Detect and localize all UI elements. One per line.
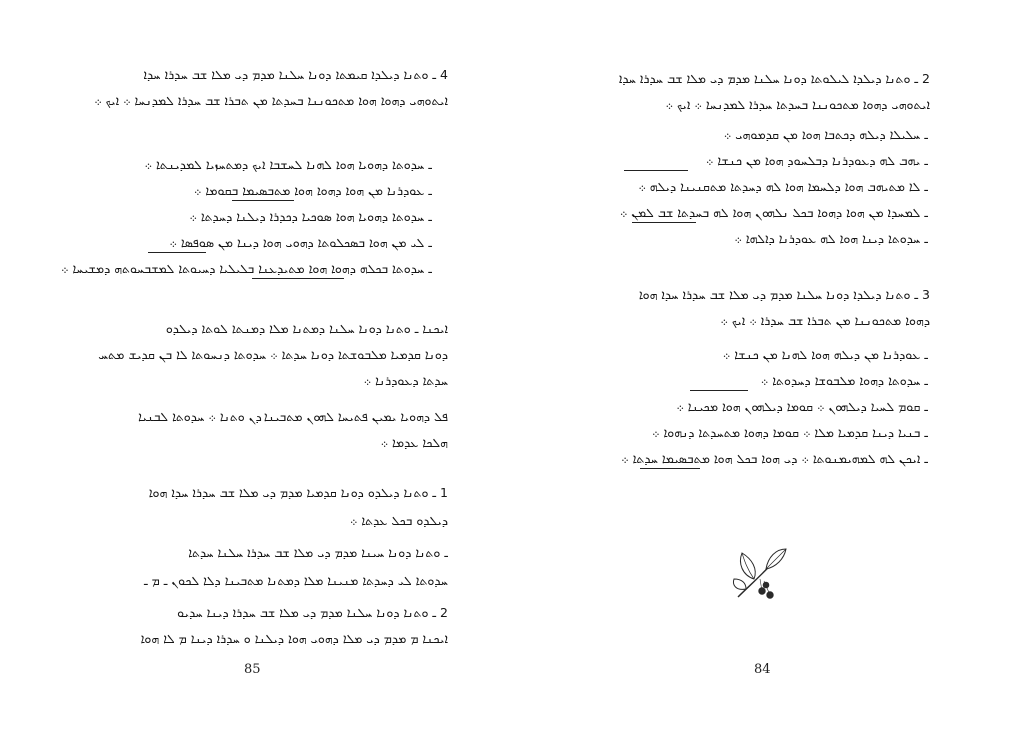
- text-line: 3 ـ ܘܬܢܐ ܕܝܠܕܐ ܕܘܢܐ ܚܠܢܐ ܡܕܡ ܕܝ ܡܠܐ ܫܒ ܚܕܪܐ ܚܕܐ ܗܘܐ: [638, 287, 930, 302]
- list-item: ـ ܠܝ ܡܢ ܗܘܐ ܒܣܟܠܘܬܐ ܕܗܘܝ ܗܘܐ ܕܝܢܐ ܡܢ ܣܘܦܣܐ ܀: [169, 235, 432, 250]
- page-number: 85: [244, 662, 261, 677]
- list-item: ـ ܥܘܕܪܢܐ ܡܢ ܕܝܠܗ ܗܘܐ ܠܗܢܐ ܡܢ ܟܢܫܐ ܀: [722, 347, 928, 362]
- underline: [690, 390, 748, 391]
- list-item: ـ ܚܕܘܬܐ ܕܗܘܐ ܡܠܒܘܫܐ ܕܚܕܘܬܐ ܀: [760, 373, 928, 388]
- text-line: ܚܕܬܐ ܕܥܘܕܪܢܐ ܀: [363, 373, 448, 388]
- list-item: ـ ܚܕܘܬܐ ܕܗܘܝܐ ܗܘܐ ܣܘܟܝܐ ܕܟܕܪܐ ܕܝܠܢܐ ܕܚܕܬܐ ܀: [189, 209, 432, 224]
- text-line: ܐܝܟܢܐ ـ ܘܬܢܐ ܕܘܢܐ ܚܠܢܐ ܕܡܬܢܐ ܡܠܐ ܕܡܢܬܐ ܠܘܬܐ ܕܝܠܕܘ: [165, 321, 448, 336]
- list-item: ـ ܐܝܟܢ ܠܗ ܠܡܗܝܡܢܘܬܐ ܀ ܕܝ ܗܘܐ ܒܟܠ ܗܘܐ ܡܬܒܣܝܡܐ ܚܕܬܐ ܀: [621, 451, 928, 466]
- list-item: ـ ܝܗܒ ܠܗ ܕܥܘܕܪܢܐ ܕܒܠܚܘܕ ܗܘܐ ܡܢ ܟܢܫܐ ܀: [705, 153, 928, 168]
- text-line: 2 ـ ܘܬܢܐ ܕܝܠܕܐ ܠܝܠܘܬܐ ܕܘܢܐ ܚܠܢܐ ܡܕܡ ܕܝ ܡܠܐ ܫܒ ܚܕܪܐ ܚܕܐ: [618, 71, 930, 86]
- list-item: ـ ܒܢܝܐ ܕܝܢܐ ܩܕܡܝܐ ܡܠܐ ܀ ܩܘܡܐ ܕܗܘܐ ܡܬܚܕܬܐ ܕܢܗܘܐ ܀: [652, 425, 928, 440]
- list-item: ـ ܩܘܡ ܠܚܝܐ ܕܝܠܗܘܢ ܀ ܩܘܡܐ ܕܝܠܗܘܢ ܗܘܐ ܡܟܝܢܐ ܀: [676, 399, 928, 414]
- text-line: ܐܝܬܘܗܝ ܕܗܘܐ ܗܘܐ ܡܬܟܘܢܢܐ ܒܚܕܬܐ ܡܢ ܬܒܪܐ ܫܒ ܚܕܪܐ ܠܡܕܢܚܐ ܀ ܐܝܟ ܀: [94, 93, 448, 108]
- text-line: 4 ـ ܘܬܢܐ ܕܝܠܕܐ ܩܝܡܬܐ ܕܘܢܐ ܚܠܢܐ ܡܕܡ ܕܝ ܡܠܐ ܫܒ ܚܕܪܐ ܚܕܐ: [143, 67, 448, 82]
- text-line: ܕܗܘܐ ܡܬܟܘܢܢܐ ܡܢ ܬܒܪܐ ܫܒ ܚܕܪܐ ܀ ܐܝܟ ܀: [720, 313, 930, 328]
- text-line: ܚܕܘܬܐ ܠܝ ܕܚܕܬܐ ܡܢܝܢܐ ܡܠܐ ܕܡܬܢܐ ܡܬܒܝܢܐ ܕܠܐ ܠܟܘܢ ـ ܡ ـ: [144, 573, 448, 588]
- underline: [632, 222, 696, 223]
- underline: [640, 468, 700, 469]
- underline: [148, 252, 206, 253]
- text-line: ܐܝܟܢܐ ܡ ܡܕܡ ܕܝ ܡܠܐ ܕܗܘܝ ܗܘܐ ܕܝܠܢܐ ܘ ܚܕܪܐ ܕܝܢܐ ܡ ܠܐ ܗܘܐ: [140, 631, 448, 646]
- list-item: ـ ܚܠܝܠܐ ܕܝܠܗ ܕܟܬܒܐ ܗܘܐ ܡܢ ܩܕܡܘܗܝ ܀: [723, 127, 928, 142]
- underline: [252, 278, 344, 279]
- text-line: 2 ـ ܘܬܢܐ ܕܘܢܐ ܚܠܢܐ ܡܕܡ ܕܝ ܡܠܐ ܫܒ ܚܕܪܐ ܕܝܢܐ ܚܕܝܘ: [177, 605, 448, 620]
- text-line: ܐܝܬܘܗܝ ܕܗܘܐ ܡܬܟܘܢܢܐ ܒܚܕܬܐ ܚܕܪܐ ܠܡܕܢܚܐ ܀ ܐܝܟ ܀: [665, 97, 930, 112]
- right-page: [512, 0, 1024, 756]
- text-line: ܕܘܢܐ ܩܕܡܝܐ ܡܠܒܘܫܬܐ ܕܘܢܐ ܚܕܬܐ ܀ ܚܕܘܬܐ ܕܢܚܘܬܐ ܠܐ ܒܢ ܩܕܝܫ ܡܬܚ: [98, 347, 448, 362]
- list-item: ـ ܠܡܚܕܐ ܡܢ ܗܘܐ ܕܗܘܐ ܒܟܠ ܢܠܗܘܢ ܗܘܐ ܠܗ ܒܚܕܬܐ ܫܒ ܠܡܢ ܀: [619, 205, 928, 220]
- text-line: ـ ܘܬܢܐ ܕܘܢܐ ܚܝܢܐ ܡܕܡ ܕܝ ܡܠܐ ܫܒ ܚܕܪܐ ܚܠܢܐ ܚܕܬܐ: [188, 545, 448, 560]
- list-item: ـ ܠܐ ܡܬܝܗܒ ܗܘܐ ܕܠܚܡܐ ܗܘܐ ܠܗ ܕܚܕܬܐ ܡܬܩܢܝܢܐ ܕܝܠܗ ܀: [638, 179, 928, 194]
- text-line: ܦܠ ܕܗܘܝܐ ܝܡܝܢ ܦܬܝܚܐ ܠܗܘܢ ܡܬܒܝܢܐ ܕܢ ܘܬܢܐ ܀ ܚܕܘܬܐ ܠܒܢܝܐ: [138, 409, 448, 424]
- list-item: ـ ܚܕܘܬܐ ܒܟܠܗ ܕܗܘܐ ܗܘܐ ܡܬܝܕܥܢܐ ܒܠܝܠܝܐ ܕܚܝܘܬܐ ܠܡܫܒܚܘܬܗ ܕܡܫܝܚܐ ܀: [61, 261, 432, 276]
- text-line: ܗܠܟܐ ܥܕܡܐ ܀: [380, 435, 448, 450]
- text-line: 1 ـ ܘܬܢܐ ܕܝܠܕܘ ܕܘܢܐ ܩܕܡܝܐ ܡܕܡ ܕܝ ܡܠܐ ܫܒ ܚܕܪܐ ܚܕܐ ܗܘܐ: [148, 485, 448, 500]
- list-item: ـ ܚܕܘܬܐ ܕܝܢܐ ܗܘܐ ܠܗ ܥܘܕܪܢܐ ܕܐܠܗܐ ܀: [734, 231, 928, 246]
- page-number: 84: [754, 662, 771, 677]
- list-item: ـ ܚܕܘܬܐ ܕܗܘܝܐ ܗܘܐ ܠܗܢܐ ܠܚܫܒܐ ܐܝܟ ܕܡܬܚܙܝܐ ܠܡܕܝܢܬܐ ܀: [144, 157, 432, 172]
- underline: [232, 200, 294, 201]
- text-line: ܕܝܠܕܘ ܒܟܠ ܥܕܬܐ ܀: [349, 513, 448, 528]
- underline: [624, 170, 688, 171]
- list-item: ـ ܥܘܕܪܢܐ ܡܢ ܗܘܐ ܕܗܘܐ ܗܘܐ ܡܬܒܣܝܡܐ ܒܩܘܡܐ ܀: [193, 183, 432, 198]
- leaf-sprig-icon: [732, 545, 792, 603]
